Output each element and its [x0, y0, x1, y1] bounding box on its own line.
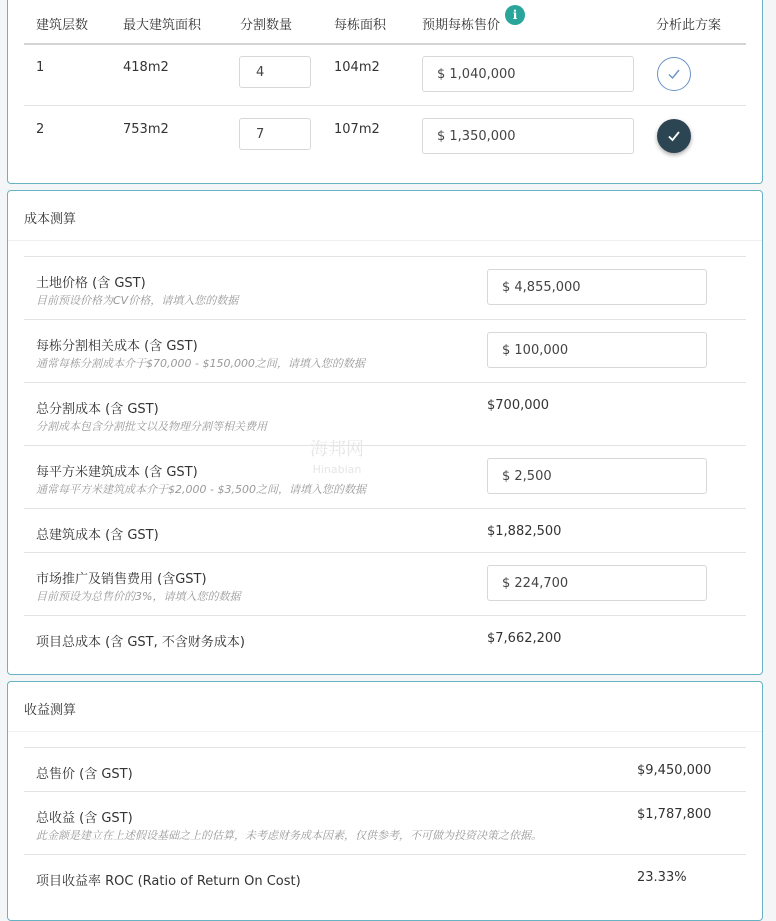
- watermark: [310, 440, 364, 480]
- cost-title: 成本测算: [24, 212, 77, 227]
- row1-split-count-input[interactable]: 4: [239, 56, 311, 88]
- roc-value: 23.33%: [637, 870, 687, 885]
- project-total-cost-label: 项目总成本 (含 GST, 不含财务成本): [36, 635, 245, 650]
- row2-floors: 2: [36, 122, 45, 137]
- cost-divider: [24, 319, 746, 320]
- total-profit-note: 此金额是建立在上述假设基础之上的估算，未考虑财务成本因素，仅供参考，不可做为投资决策之依据。: [36, 829, 542, 842]
- cost-title-divider: [8, 240, 762, 241]
- land-price-label: 土地价格 (含 GST): [36, 276, 146, 291]
- revenue-divider: [24, 854, 746, 855]
- row1-unit-area: 104m2: [334, 60, 380, 75]
- row2-unit-area: 107m2: [334, 122, 380, 137]
- total-sales-value: $9,450,000: [637, 763, 712, 778]
- row2-split-count-input[interactable]: 7: [239, 118, 311, 150]
- cost-divider: [24, 256, 746, 257]
- revenue-divider: [24, 747, 746, 748]
- split-cost-per-unit-input[interactable]: $ 100,000: [487, 332, 707, 368]
- total-build-cost-value: $1,882,500: [487, 524, 562, 539]
- cost-divider: [24, 508, 746, 509]
- cost-divider: [24, 552, 746, 553]
- cost-divider: [24, 382, 746, 383]
- row-divider: [24, 105, 746, 106]
- cost-divider: [24, 615, 746, 616]
- revenue-divider: [24, 791, 746, 792]
- header-split-count: 分割数量: [240, 18, 293, 33]
- total-split-cost-note: 分割成本包含分割批文以及物理分割等相关费用: [36, 420, 267, 433]
- total-profit-value: $1,787,800: [637, 807, 712, 822]
- build-cost-per-sqm-note: 通常每平方米建筑成本介于$2,000 - $3,500之间，请填入您的数据: [36, 483, 366, 496]
- check-icon: [667, 68, 681, 80]
- land-price-note: 目前预设价格为CV价格，请填入您的数据: [36, 294, 239, 307]
- check-icon: [667, 130, 681, 142]
- row2-analyze-checkbox[interactable]: [657, 119, 691, 153]
- row1-floors: 1: [36, 60, 45, 75]
- total-split-cost-value: $700,000: [487, 398, 550, 413]
- split-cost-per-unit-note: 通常每栋分割成本介于$70,000 - $150,000之间，请填入您的数据: [36, 357, 365, 370]
- row1-analyze-checkbox[interactable]: [657, 57, 691, 91]
- marketing-cost-label: 市场推广及销售费用 (含GST): [36, 572, 207, 587]
- revenue-title: 收益测算: [24, 703, 77, 718]
- row2-max-area: 753m2: [123, 122, 169, 137]
- header-max-area: 最大建筑面积: [123, 18, 202, 33]
- marketing-cost-input[interactable]: $ 224,700: [487, 565, 707, 601]
- total-split-cost-label: 总分割成本 (含 GST): [36, 402, 159, 417]
- total-build-cost-label: 总建筑成本 (含 GST): [36, 528, 159, 543]
- header-analyze: 分析此方案: [656, 18, 722, 33]
- marketing-cost-note: 目前预设为总售价的3%，请填入您的数据: [36, 590, 241, 603]
- split-cost-per-unit-label: 每栋分割相关成本 (含 GST): [36, 339, 198, 354]
- roc-label: 项目收益率 ROC (Ratio of Return On Cost): [36, 874, 301, 889]
- build-cost-per-sqm-input[interactable]: $ 2,500: [487, 458, 707, 494]
- cost-divider: [24, 445, 746, 446]
- total-profit-label: 总收益 (含 GST): [36, 811, 133, 826]
- total-sales-label: 总售价 (含 GST): [36, 767, 133, 782]
- header-unit-area: 每栋面积: [334, 18, 387, 33]
- header-divider: [24, 43, 746, 45]
- row2-unit-price-input[interactable]: $ 1,350,000: [422, 118, 634, 154]
- header-floors: 建筑层数: [36, 18, 89, 33]
- project-total-cost-value: $7,662,200: [487, 631, 562, 646]
- watermark-cn: 海邦网: [310, 439, 364, 460]
- row1-unit-price-input[interactable]: $ 1,040,000: [422, 56, 634, 92]
- land-price-input[interactable]: $ 4,855,000: [487, 269, 707, 305]
- build-cost-per-sqm-label: 每平方米建筑成本 (含 GST): [36, 465, 198, 480]
- row1-max-area: 418m2: [123, 60, 169, 75]
- cost-panel: [7, 190, 763, 675]
- watermark-en: Hinabian: [312, 463, 362, 476]
- units-table-panel: [7, 0, 763, 184]
- info-icon[interactable]: i: [505, 5, 525, 25]
- revenue-panel: [7, 681, 763, 921]
- revenue-title-divider: [8, 731, 762, 732]
- header-unit-price: 预期每栋售价: [422, 18, 501, 33]
